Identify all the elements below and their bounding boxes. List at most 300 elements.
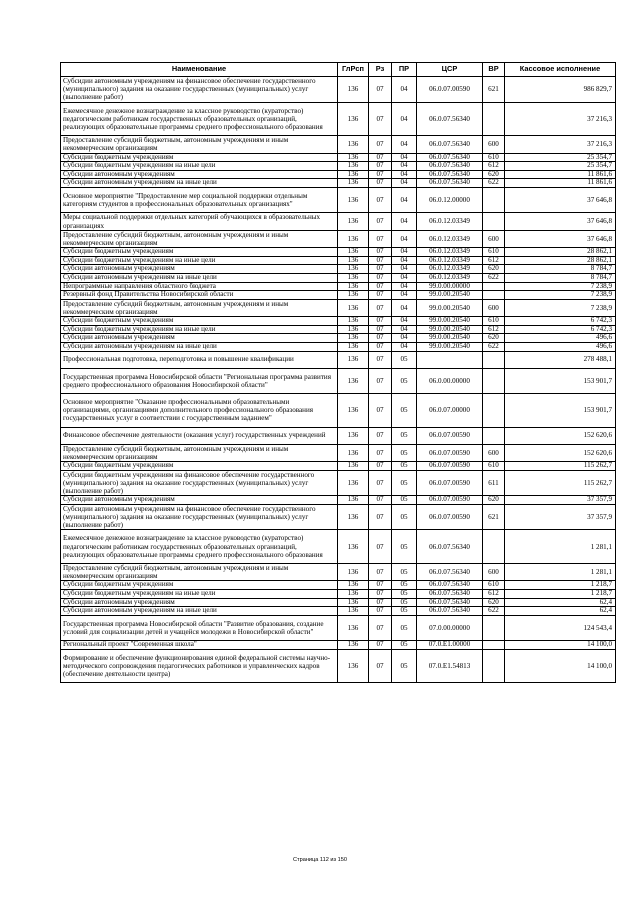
row-amount: 25 354,7 xyxy=(505,153,616,162)
row-rz: 07 xyxy=(369,589,392,598)
row-rz: 07 xyxy=(369,248,392,257)
row-vr: 612 xyxy=(483,162,505,171)
table-row xyxy=(61,334,616,343)
row-csr: 06.0.07.56340 xyxy=(417,530,483,564)
row-pr: 05 xyxy=(392,649,417,683)
table-row xyxy=(61,461,616,470)
row-rz: 07 xyxy=(369,563,392,580)
row-gr: 136 xyxy=(338,393,369,427)
row-gr: 136 xyxy=(338,265,369,274)
row-amount: 37 646,8 xyxy=(505,187,616,212)
row-vr xyxy=(483,351,505,368)
table-row xyxy=(61,187,616,212)
row-pr: 05 xyxy=(392,641,417,650)
row-amount: 7 238,9 xyxy=(505,291,616,300)
table-row xyxy=(61,351,616,368)
row-vr: 622 xyxy=(483,342,505,351)
row-rz: 07 xyxy=(369,273,392,282)
row-csr: 99.0.00.00000 xyxy=(417,282,483,291)
row-pr: 04 xyxy=(392,256,417,265)
row-pr: 04 xyxy=(392,342,417,351)
row-vr: 622 xyxy=(483,179,505,188)
row-gr: 136 xyxy=(338,444,369,461)
row-pr: 05 xyxy=(392,461,417,470)
row-vr: 622 xyxy=(483,273,505,282)
row-gr: 136 xyxy=(338,615,369,640)
row-vr xyxy=(483,282,505,291)
row-gr: 136 xyxy=(338,230,369,247)
row-gr: 136 xyxy=(338,213,369,230)
row-pr: 05 xyxy=(392,530,417,564)
row-name: Резервный фонд Правительства Новосибирской области xyxy=(61,291,338,300)
row-csr: 07.0.E1.00000 xyxy=(417,641,483,650)
row-vr: 600 xyxy=(483,136,505,153)
row-vr xyxy=(483,393,505,427)
row-name: Предоставление субсидий бюджетным, автономным учреждениям и иным некоммерческим организациям xyxy=(61,444,338,461)
row-pr: 04 xyxy=(392,334,417,343)
row-gr: 136 xyxy=(338,607,369,616)
row-rz: 07 xyxy=(369,496,392,505)
row-gr: 136 xyxy=(338,334,369,343)
row-pr: 05 xyxy=(392,581,417,590)
row-gr: 136 xyxy=(338,530,369,564)
table-row xyxy=(61,589,616,598)
row-rz: 07 xyxy=(369,162,392,171)
row-rz: 07 xyxy=(369,334,392,343)
row-vr: 611 xyxy=(483,470,505,496)
row-gr: 136 xyxy=(338,291,369,300)
row-pr: 04 xyxy=(392,230,417,247)
row-vr xyxy=(483,291,505,300)
row-vr: 600 xyxy=(483,230,505,247)
row-gr: 136 xyxy=(338,282,369,291)
row-csr: 99.0.00.20540 xyxy=(417,342,483,351)
row-pr: 05 xyxy=(392,598,417,607)
row-pr: 04 xyxy=(392,317,417,326)
row-csr: 06.0.07.56340 xyxy=(417,179,483,188)
page-number: Страница 112 из 150 xyxy=(293,857,347,863)
table-row xyxy=(61,153,616,162)
table-row xyxy=(61,615,616,640)
row-csr: 99.0.00.20540 xyxy=(417,299,483,316)
row-vr: 612 xyxy=(483,256,505,265)
row-csr: 06.0.07.56340 xyxy=(417,170,483,179)
row-rz: 07 xyxy=(369,607,392,616)
row-vr xyxy=(483,213,505,230)
row-amount: 152 620,6 xyxy=(505,444,616,461)
row-csr: 06.0.07.56340 xyxy=(417,589,483,598)
row-gr: 136 xyxy=(338,581,369,590)
row-vr: 610 xyxy=(483,317,505,326)
row-name: Основное мероприятие "Оказание профессиональными образовательными организациями, организациями дополнительного профессионального образования государственных услуг в соответствии с государственным заданием" xyxy=(61,393,338,427)
row-name: Субсидии автономным учреждениям xyxy=(61,265,338,274)
budget-execution-table xyxy=(60,62,616,683)
row-rz: 07 xyxy=(369,153,392,162)
row-pr: 05 xyxy=(392,393,417,427)
row-rz: 07 xyxy=(369,351,392,368)
row-csr: 06.0.12.03349 xyxy=(417,256,483,265)
row-name: Непрограммные направления областного бюджета xyxy=(61,282,338,291)
table-row xyxy=(61,581,616,590)
row-name: Субсидии бюджетным учреждениям на финансовое обеспечение государственного (муниципального) задания на оказание государственных (муниципальных) услуг (выполнение работ) xyxy=(61,470,338,496)
row-amount: 153 901,7 xyxy=(505,368,616,393)
header-vr: ВР xyxy=(483,63,505,77)
row-csr: 07.0.00.00000 xyxy=(417,615,483,640)
table-row xyxy=(61,607,616,616)
table-row xyxy=(61,530,616,564)
row-amount: 37 357,9 xyxy=(505,504,616,530)
row-amount: 496,6 xyxy=(505,342,616,351)
row-rz: 07 xyxy=(369,504,392,530)
row-vr: 620 xyxy=(483,496,505,505)
row-name: Субсидии автономным учреждениям xyxy=(61,598,338,607)
row-name: Субсидии бюджетным учреждениям xyxy=(61,317,338,326)
row-amount: 37 216,3 xyxy=(505,136,616,153)
row-amount: 124 543,4 xyxy=(505,615,616,640)
row-pr: 04 xyxy=(392,170,417,179)
row-name: Региональный проект "Современная школа" xyxy=(61,641,338,650)
row-gr: 136 xyxy=(338,77,369,103)
table-row xyxy=(61,273,616,282)
table-row xyxy=(61,641,616,650)
row-pr: 04 xyxy=(392,299,417,316)
table-row xyxy=(61,325,616,334)
row-name: Ежемесячное денежное вознаграждение за классное руководство (кураторство) педагогическим работникам государственных образовательных организаций, реализующих образовательные программы среднего профессионального образования xyxy=(61,102,338,136)
header-gr: ГлРсп xyxy=(338,63,369,77)
row-vr xyxy=(483,368,505,393)
row-rz: 07 xyxy=(369,213,392,230)
row-rz: 07 xyxy=(369,641,392,650)
row-gr: 136 xyxy=(338,153,369,162)
table-row xyxy=(61,162,616,171)
row-name: Предоставление субсидий бюджетным, автономным учреждениям и иным некоммерческим организациям xyxy=(61,136,338,153)
row-vr: 621 xyxy=(483,77,505,103)
row-gr: 136 xyxy=(338,256,369,265)
row-amount: 278 488,1 xyxy=(505,351,616,368)
row-rz: 07 xyxy=(369,615,392,640)
row-gr: 136 xyxy=(338,102,369,136)
row-csr: 06.0.12.03349 xyxy=(417,248,483,257)
row-csr: 06.0.07.00590 xyxy=(417,444,483,461)
row-vr xyxy=(483,427,505,444)
row-rz: 07 xyxy=(369,393,392,427)
row-pr: 05 xyxy=(392,615,417,640)
row-name: Субсидии бюджетным учреждениям xyxy=(61,581,338,590)
row-name: Субсидии бюджетным учреждениям на иные цели xyxy=(61,256,338,265)
row-pr: 04 xyxy=(392,102,417,136)
row-name: Субсидии автономным учреждениям xyxy=(61,334,338,343)
row-name: Субсидии бюджетным учреждениям на иные цели xyxy=(61,589,338,598)
row-pr: 04 xyxy=(392,291,417,300)
row-gr: 136 xyxy=(338,317,369,326)
row-pr: 05 xyxy=(392,427,417,444)
table-row xyxy=(61,496,616,505)
row-amount: 153 901,7 xyxy=(505,393,616,427)
row-gr: 136 xyxy=(338,563,369,580)
row-csr: 06.0.07.56340 xyxy=(417,153,483,162)
row-gr: 136 xyxy=(338,598,369,607)
row-csr: 06.0.07.56340 xyxy=(417,563,483,580)
row-csr: 06.0.07.56340 xyxy=(417,102,483,136)
row-amount: 1 281,1 xyxy=(505,530,616,564)
row-amount: 1 281,1 xyxy=(505,563,616,580)
row-csr: 06.0.07.00590 xyxy=(417,496,483,505)
row-gr: 136 xyxy=(338,496,369,505)
row-name: Субсидии бюджетным учреждениям на иные цели xyxy=(61,162,338,171)
row-amount: 7 238,9 xyxy=(505,299,616,316)
row-vr: 610 xyxy=(483,581,505,590)
row-rz: 07 xyxy=(369,325,392,334)
header-csr: ЦСР xyxy=(417,63,483,77)
table-body xyxy=(61,77,616,683)
row-name: Субсидии автономным учреждениям на иные цели xyxy=(61,342,338,351)
row-pr: 04 xyxy=(392,187,417,212)
row-amount: 25 354,7 xyxy=(505,162,616,171)
row-csr: 06.0.12.03349 xyxy=(417,230,483,247)
row-pr: 05 xyxy=(392,496,417,505)
row-name: Субсидии бюджетным учреждениям на иные цели xyxy=(61,325,338,334)
row-name: Субсидии бюджетным учреждениям xyxy=(61,461,338,470)
table-row xyxy=(61,213,616,230)
row-csr: 07.0.E1.54813 xyxy=(417,649,483,683)
table-row xyxy=(61,230,616,247)
table-header xyxy=(61,63,616,77)
row-csr: 06.0.07.56340 xyxy=(417,136,483,153)
row-amount: 14 100,0 xyxy=(505,641,616,650)
table-row xyxy=(61,179,616,188)
row-gr: 136 xyxy=(338,162,369,171)
row-rz: 07 xyxy=(369,649,392,683)
page-footer xyxy=(0,857,640,863)
row-rz: 07 xyxy=(369,291,392,300)
row-gr: 136 xyxy=(338,470,369,496)
row-name: Государственная программа Новосибирской области "Развитие образования, создание условий для социализации детей и учащейся молодежи в Новосибирской области" xyxy=(61,615,338,640)
row-csr: 06.0.07.00590 xyxy=(417,427,483,444)
row-gr: 136 xyxy=(338,179,369,188)
row-csr xyxy=(417,351,483,368)
row-csr: 99.0.00.20540 xyxy=(417,317,483,326)
row-vr xyxy=(483,615,505,640)
row-name: Субсидии автономным учреждениям xyxy=(61,170,338,179)
row-name: Субсидии автономным учреждениям на иные цели xyxy=(61,273,338,282)
row-amount: 11 861,6 xyxy=(505,179,616,188)
row-gr: 136 xyxy=(338,325,369,334)
row-amount: 37 646,8 xyxy=(505,213,616,230)
row-amount: 8 784,7 xyxy=(505,265,616,274)
row-gr: 136 xyxy=(338,136,369,153)
row-csr: 06.0.07.56340 xyxy=(417,607,483,616)
row-gr: 136 xyxy=(338,187,369,212)
row-rz: 07 xyxy=(369,470,392,496)
row-vr xyxy=(483,102,505,136)
table-row xyxy=(61,170,616,179)
row-vr xyxy=(483,641,505,650)
row-vr xyxy=(483,649,505,683)
row-pr: 05 xyxy=(392,444,417,461)
row-pr: 04 xyxy=(392,273,417,282)
header-pr: ПР xyxy=(392,63,417,77)
row-gr: 136 xyxy=(338,649,369,683)
table-row xyxy=(61,265,616,274)
row-rz: 07 xyxy=(369,317,392,326)
row-rz: 07 xyxy=(369,444,392,461)
row-vr: 600 xyxy=(483,299,505,316)
row-amount: 152 620,6 xyxy=(505,427,616,444)
row-gr: 136 xyxy=(338,299,369,316)
row-amount: 7 238,9 xyxy=(505,282,616,291)
row-name: Субсидии бюджетным учреждениям xyxy=(61,248,338,257)
table-row xyxy=(61,649,616,683)
row-rz: 07 xyxy=(369,265,392,274)
row-pr: 05 xyxy=(392,563,417,580)
row-name: Субсидии автономным учреждениям на иные цели xyxy=(61,607,338,616)
row-pr: 05 xyxy=(392,351,417,368)
row-pr: 04 xyxy=(392,77,417,103)
row-amount: 8 784,7 xyxy=(505,273,616,282)
row-amount: 37 357,9 xyxy=(505,496,616,505)
table-row xyxy=(61,317,616,326)
row-rz: 07 xyxy=(369,136,392,153)
row-amount: 28 862,1 xyxy=(505,248,616,257)
row-rz: 07 xyxy=(369,179,392,188)
row-name: Меры социальной поддержки отдельных категорий обучающихся в образовательных организациях xyxy=(61,213,338,230)
table-row xyxy=(61,470,616,496)
row-vr xyxy=(483,187,505,212)
row-pr: 04 xyxy=(392,162,417,171)
row-pr: 04 xyxy=(392,325,417,334)
row-pr: 04 xyxy=(392,136,417,153)
row-vr: 610 xyxy=(483,461,505,470)
row-name: Субсидии автономным учреждениям на финансовое обеспечение государственного (муниципального) задания на оказание государственных (муниципальных) услуг (выполнение работ) xyxy=(61,504,338,530)
row-csr: 06.0.00.00000 xyxy=(417,368,483,393)
header-name: Наименование xyxy=(61,63,338,77)
row-rz: 07 xyxy=(369,102,392,136)
row-gr: 136 xyxy=(338,368,369,393)
row-csr: 06.0.07.56340 xyxy=(417,162,483,171)
row-rz: 07 xyxy=(369,170,392,179)
row-amount: 11 861,6 xyxy=(505,170,616,179)
row-name: Предоставление субсидий бюджетным, автономным учреждениям и иным некоммерческим организациям xyxy=(61,299,338,316)
table-row xyxy=(61,248,616,257)
row-rz: 07 xyxy=(369,427,392,444)
row-gr: 136 xyxy=(338,248,369,257)
table-row xyxy=(61,136,616,153)
table-row xyxy=(61,282,616,291)
row-csr: 06.0.07.00590 xyxy=(417,504,483,530)
row-rz: 07 xyxy=(369,530,392,564)
row-amount: 115 262,7 xyxy=(505,470,616,496)
row-amount: 1 218,7 xyxy=(505,581,616,590)
row-csr: 99.0.00.20540 xyxy=(417,291,483,300)
row-vr: 612 xyxy=(483,589,505,598)
row-vr: 620 xyxy=(483,598,505,607)
row-csr: 06.0.07.00590 xyxy=(417,461,483,470)
header-amount: Кассовое исполнение xyxy=(505,63,616,77)
row-gr: 136 xyxy=(338,273,369,282)
row-amount: 6 742,3 xyxy=(505,325,616,334)
row-name: Предоставление субсидий бюджетным, автономным учреждениям и иным некоммерческим организациям xyxy=(61,230,338,247)
row-amount: 37 216,3 xyxy=(505,102,616,136)
row-vr: 620 xyxy=(483,170,505,179)
row-vr: 622 xyxy=(483,607,505,616)
row-rz: 07 xyxy=(369,368,392,393)
row-csr: 06.0.12.03349 xyxy=(417,265,483,274)
row-name: Государственная программа Новосибирской области "Региональная программа развития среднего профессионального образования Новосибирской области" xyxy=(61,368,338,393)
row-rz: 07 xyxy=(369,598,392,607)
header-rz: Рз xyxy=(369,63,392,77)
row-csr: 99.0.00.20540 xyxy=(417,334,483,343)
row-csr: 06.0.07.00590 xyxy=(417,470,483,496)
row-amount: 14 100,0 xyxy=(505,649,616,683)
row-rz: 07 xyxy=(369,230,392,247)
row-amount: 62,4 xyxy=(505,598,616,607)
row-vr: 621 xyxy=(483,504,505,530)
row-pr: 05 xyxy=(392,368,417,393)
table-row xyxy=(61,598,616,607)
row-name: Формирование и обеспечение функционирования единой федеральной системы научно-методического сопровождения педагогических работников и управленческих кадров (обеспечение деятельности центра) xyxy=(61,649,338,683)
table-row xyxy=(61,299,616,316)
row-csr: 06.0.12.03349 xyxy=(417,273,483,282)
row-vr xyxy=(483,530,505,564)
row-name: Ежемесячное денежное вознаграждение за классное руководство (кураторство) педагогическим работникам государственных образовательных организаций, реализующих образовательные программы среднего профессионального образования xyxy=(61,530,338,564)
row-name: Финансовое обеспечение деятельности (оказания услуг) государственных учреждений xyxy=(61,427,338,444)
row-rz: 07 xyxy=(369,187,392,212)
row-rz: 07 xyxy=(369,461,392,470)
table-row xyxy=(61,256,616,265)
row-amount: 986 829,7 xyxy=(505,77,616,103)
row-vr: 610 xyxy=(483,153,505,162)
row-vr: 600 xyxy=(483,563,505,580)
row-pr: 04 xyxy=(392,282,417,291)
table-row xyxy=(61,563,616,580)
row-amount: 115 262,7 xyxy=(505,461,616,470)
row-csr: 06.0.07.56340 xyxy=(417,598,483,607)
table-row xyxy=(61,427,616,444)
row-pr: 04 xyxy=(392,265,417,274)
row-vr: 620 xyxy=(483,334,505,343)
row-gr: 136 xyxy=(338,170,369,179)
table-row xyxy=(61,102,616,136)
row-pr: 05 xyxy=(392,504,417,530)
row-rz: 07 xyxy=(369,299,392,316)
row-rz: 07 xyxy=(369,282,392,291)
table-row xyxy=(61,393,616,427)
header-row xyxy=(61,63,616,77)
row-amount: 1 218,7 xyxy=(505,589,616,598)
row-gr: 136 xyxy=(338,351,369,368)
table-row xyxy=(61,291,616,300)
row-pr: 05 xyxy=(392,589,417,598)
row-pr: 05 xyxy=(392,470,417,496)
row-gr: 136 xyxy=(338,461,369,470)
row-name: Предоставление субсидий бюджетным, автономным учреждениям и иным некоммерческим организациям xyxy=(61,563,338,580)
row-name: Субсидии автономным учреждениям xyxy=(61,496,338,505)
row-pr: 04 xyxy=(392,248,417,257)
row-gr: 136 xyxy=(338,504,369,530)
row-amount: 496,6 xyxy=(505,334,616,343)
row-csr: 06.0.07.00000 xyxy=(417,393,483,427)
row-name: Субсидии бюджетным учреждениям xyxy=(61,153,338,162)
row-name: Основное мероприятие "Предоставление мер социальной поддержки отдельным категориям студентов в профессиональных образовательных организациях" xyxy=(61,187,338,212)
row-amount: 28 862,1 xyxy=(505,256,616,265)
row-rz: 07 xyxy=(369,256,392,265)
row-amount: 62,4 xyxy=(505,607,616,616)
row-csr: 99.0.00.20540 xyxy=(417,325,483,334)
row-pr: 04 xyxy=(392,213,417,230)
row-gr: 136 xyxy=(338,641,369,650)
budget-table-sheet xyxy=(60,62,615,683)
row-vr: 612 xyxy=(483,325,505,334)
